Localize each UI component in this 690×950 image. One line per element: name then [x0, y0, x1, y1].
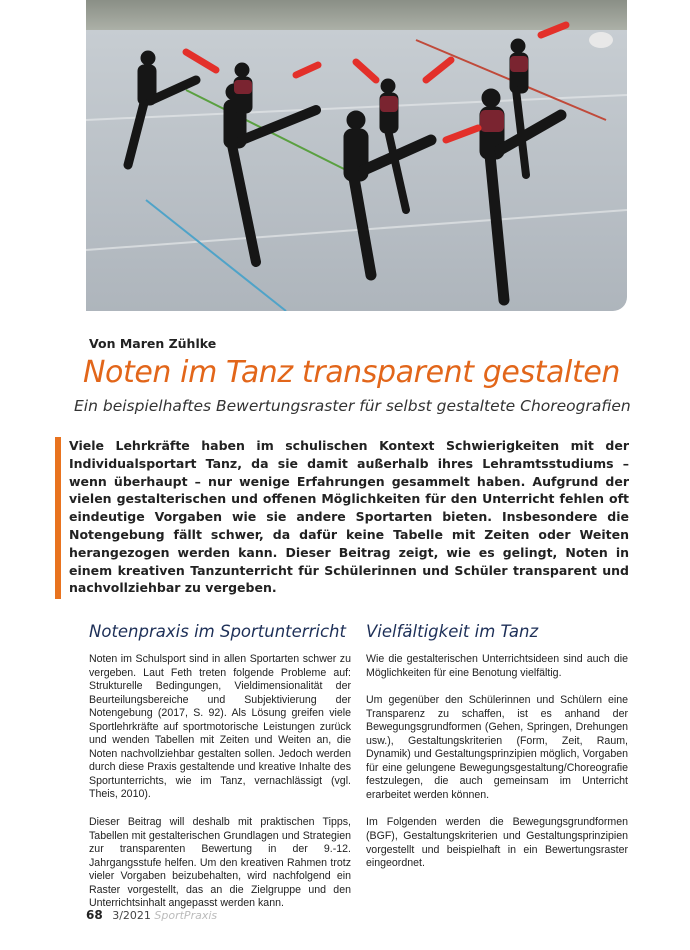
right-column: [366, 622, 628, 885]
body-paragraph: Wie die gestalterischen Unterrichtsideen sind auch die Möglichkeiten für eine Benotung vielfältig.: [366, 653, 628, 679]
page-number: 68: [86, 908, 103, 922]
lead-accent-bar: [55, 437, 61, 599]
section-heading-vielfaeltigkeit: Vielfältigkeit im Tanz: [366, 622, 539, 641]
page-footer: [86, 908, 217, 922]
left-column: [89, 622, 351, 925]
lead-paragraph: Viele Lehrkräfte haben im schulischen Kontext Schwierigkeiten mit der Individualsportart Tanz, da sie damit außerhalb ihres Lehramtsstudiums – wenn überhaupt – nur wenige Erfahrungen gesammelt haben. Aufgrund der vielen gestalterischen und offenen Möglichkeiten für den Unterricht fehlen oft eindeutige Vorgaben wie sie andere Sportarten bieten. Insbesondere die Notengebung fällt schwer, da dafür keine Tabelle mit Zeiten oder Weiten herangezogen werden kann. Dieser Beitrag zeigt, wie es gelingt, Noten in einem kreativen Tanzunterricht für Schülerinnen und Schüler transparent und nachvollziehbar zu vergeben.: [69, 438, 629, 596]
body-paragraph: Dieser Beitrag will deshalb mit praktischen Tipps, Tabellen mit gestalterischen Grundlagen und Strategien zur transparenten Bewertung in der 9.-12. Jahrgangsstufe helfen. Um den kreativen Rahmen trotz vieler Vorgaben beizubehalten, wird nachfolgend ein Raster vorgestellt, das an die Zielgruppe und den Unterrichtsinhalt angepasst werden kann.: [89, 816, 351, 910]
author-byline: Von Maren Zühlke: [89, 336, 217, 351]
dance-photo: [86, 0, 627, 311]
body-paragraph: Um gegenüber den Schülerinnen und Schülern eine Transparenz zu schaffen, ist es anhand der Bewegungsgrundformen (Gehen, Springen, Drehungen usw.), Gestaltungskriterien (Form, Zeit, Raum, Dynamik) und Gestaltungsprinzipien möglich, Vorgaben für eine gelungene Bewegungsgestaltung/Choreografie festzulegen, die auch gemeinsam im Unterricht erarbeitet werden können.: [366, 694, 628, 801]
body-paragraph: Noten im Schulsport sind in allen Sportarten schwer zu vergeben. Laut Feth treten folgende Probleme auf: Strukturelle Bedingungen, Vieldimensionalität der Beurteilungsbereiche und Subjektivierung der Notengebung (2017, S. 92). Als Lösung greifen viele Sportlehrkräfte auf sportmotorische Leistungen zurück und wenden Tabellen mit Zeiten und Weiten an, die Noten nachvollziehbar gestalten sollen. Jedoch werden durch diese Praxis gestaltende und kreative Inhalte des Sportunterrichts, wie im Tanz, vernachlässigt (vgl. Theis, 2010).: [89, 653, 351, 801]
article-subtitle: Ein beispielhaftes Bewertungsraster für selbst gestaltete Choreografien: [74, 397, 631, 415]
magazine-name: SportPraxis: [154, 909, 218, 922]
section-heading-notenpraxis: Notenpraxis im Sportunterricht: [89, 622, 346, 641]
body-paragraph: Im Folgenden werden die Bewegungsgrundformen (BGF), Gestaltungskriterien und Gestaltungsprinzipien vorgestellt und beispielhaft in ein Bewertungsraster eingeordnet.: [366, 816, 628, 870]
issue-number: 3/2021: [112, 909, 151, 922]
dancers-illustration: [86, 0, 627, 311]
article-title: Noten im Tanz transparent gestalten: [82, 355, 621, 390]
